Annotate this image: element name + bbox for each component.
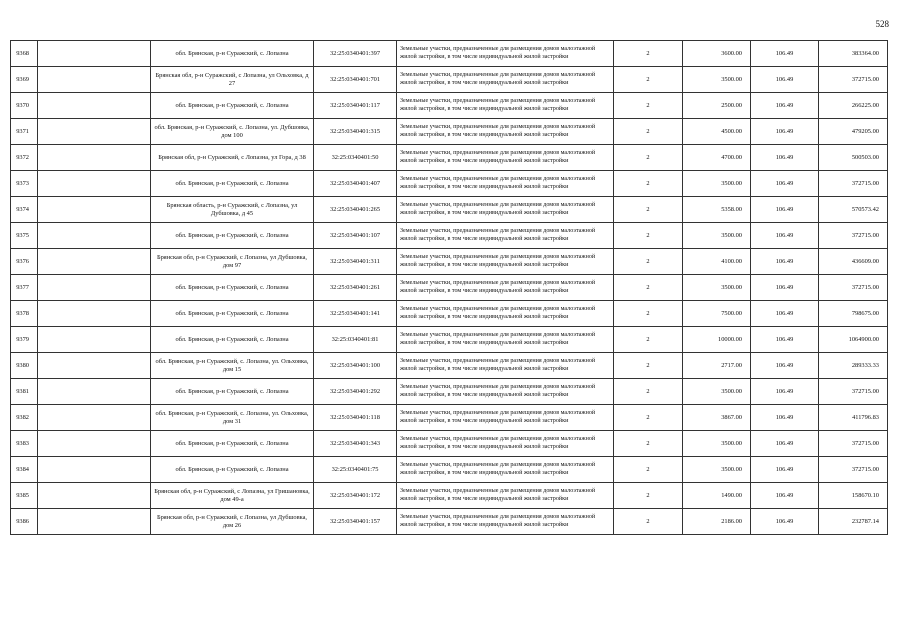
area-cell: 10000.00 xyxy=(683,327,751,353)
cadastral-number-cell: 32:25:0340401:118 xyxy=(314,405,397,431)
address-cell: Брянская область, р-н Суражский, с Лопазна, ул Дубшовка, д 45 xyxy=(151,197,314,223)
table-row xyxy=(11,405,888,431)
group-number-cell: 2 xyxy=(614,223,683,249)
specific-value-cell: 106.49 xyxy=(751,405,819,431)
land-use-purpose-cell: Земельные участки, предназначенные для размещения домов малоэтажной жилой застройки, в том числе индивидуальной жилой застройки xyxy=(397,197,614,223)
land-registry-table xyxy=(10,40,888,535)
table-row xyxy=(11,67,888,93)
group-number-cell: 2 xyxy=(614,67,683,93)
cadastral-number-cell: 32:25:0340401:117 xyxy=(314,93,397,119)
land-use-purpose-cell: Земельные участки, предназначенные для размещения домов малоэтажной жилой застройки, в том числе индивидуальной жилой застройки xyxy=(397,509,614,535)
row-number-cell: 9378 xyxy=(11,301,38,327)
row-number-cell: 9370 xyxy=(11,93,38,119)
spacer-cell xyxy=(38,353,151,379)
address-cell: Брянская обл, р-н Суражский, с Лопазна, ул Дубшовка, дом 97 xyxy=(151,249,314,275)
group-number-cell: 2 xyxy=(614,93,683,119)
table-row xyxy=(11,379,888,405)
land-use-purpose-cell: Земельные участки, предназначенные для размещения домов малоэтажной жилой застройки, в том числе индивидуальной жилой застройки xyxy=(397,223,614,249)
spacer-cell xyxy=(38,67,151,93)
cadastral-number-cell: 32:25:0340401:157 xyxy=(314,509,397,535)
cadastral-number-cell: 32:25:0340401:172 xyxy=(314,483,397,509)
cadastral-value-cell: 266225.00 xyxy=(819,93,888,119)
specific-value-cell: 106.49 xyxy=(751,327,819,353)
row-number-cell: 9374 xyxy=(11,197,38,223)
specific-value-cell: 106.49 xyxy=(751,379,819,405)
cadastral-number-cell: 32:25:0340401:343 xyxy=(314,431,397,457)
row-number-cell: 9385 xyxy=(11,483,38,509)
land-use-purpose-cell: Земельные участки, предназначенные для размещения домов малоэтажной жилой застройки, в том числе индивидуальной жилой застройки xyxy=(397,41,614,67)
land-use-purpose-cell: Земельные участки, предназначенные для размещения домов малоэтажной жилой застройки, в том числе индивидуальной жилой застройки xyxy=(397,301,614,327)
land-use-purpose-cell: Земельные участки, предназначенные для размещения домов малоэтажной жилой застройки, в том числе индивидуальной жилой застройки xyxy=(397,353,614,379)
cadastral-value-cell: 798675.00 xyxy=(819,301,888,327)
specific-value-cell: 106.49 xyxy=(751,145,819,171)
cadastral-value-cell: 372715.00 xyxy=(819,431,888,457)
row-number-cell: 9371 xyxy=(11,119,38,145)
address-cell: Брянская обл, р-н Суражский, с Лопазна, ул Дубшовка, дом 26 xyxy=(151,509,314,535)
group-number-cell: 2 xyxy=(614,301,683,327)
area-cell: 4100.00 xyxy=(683,249,751,275)
group-number-cell: 2 xyxy=(614,249,683,275)
area-cell: 4700.00 xyxy=(683,145,751,171)
area-cell: 7500.00 xyxy=(683,301,751,327)
group-number-cell: 2 xyxy=(614,431,683,457)
specific-value-cell: 106.49 xyxy=(751,93,819,119)
row-number-cell: 9379 xyxy=(11,327,38,353)
cadastral-number-cell: 32:25:0340401:315 xyxy=(314,119,397,145)
spacer-cell xyxy=(38,301,151,327)
address-cell: обл. Брянская, р-н Суражский, с. Лопазна xyxy=(151,327,314,353)
address-cell: обл. Брянская, р-н Суражский, с. Лопазна xyxy=(151,431,314,457)
spacer-cell xyxy=(38,223,151,249)
address-cell: обл. Брянская, р-н Суражский, с. Лопазна, ул. Ольховка, дом 15 xyxy=(151,353,314,379)
specific-value-cell: 106.49 xyxy=(751,431,819,457)
spacer-cell xyxy=(38,327,151,353)
table-row xyxy=(11,119,888,145)
land-use-purpose-cell: Земельные участки, предназначенные для размещения домов малоэтажной жилой застройки, в том числе индивидуальной жилой застройки xyxy=(397,249,614,275)
group-number-cell: 2 xyxy=(614,41,683,67)
land-use-purpose-cell: Земельные участки, предназначенные для размещения домов малоэтажной жилой застройки, в том числе индивидуальной жилой застройки xyxy=(397,431,614,457)
table-row xyxy=(11,197,888,223)
land-use-purpose-cell: Земельные участки, предназначенные для размещения домов малоэтажной жилой застройки, в том числе индивидуальной жилой застройки xyxy=(397,483,614,509)
cadastral-value-cell: 372715.00 xyxy=(819,223,888,249)
row-number-cell: 9376 xyxy=(11,249,38,275)
group-number-cell: 2 xyxy=(614,171,683,197)
specific-value-cell: 106.49 xyxy=(751,223,819,249)
row-number-cell: 9377 xyxy=(11,275,38,301)
address-cell: обл. Брянская, р-н Суражский, с. Лопазна xyxy=(151,223,314,249)
area-cell: 3500.00 xyxy=(683,457,751,483)
group-number-cell: 2 xyxy=(614,145,683,171)
area-cell: 3867.00 xyxy=(683,405,751,431)
address-cell: обл. Брянская, р-н Суражский, с. Лопазна, ул. Ольховка, дом 31 xyxy=(151,405,314,431)
land-use-purpose-cell: Земельные участки, предназначенные для размещения домов малоэтажной жилой застройки, в том числе индивидуальной жилой застройки xyxy=(397,405,614,431)
cadastral-value-cell: 383364.00 xyxy=(819,41,888,67)
area-cell: 4500.00 xyxy=(683,119,751,145)
area-cell: 2186.00 xyxy=(683,509,751,535)
table-row xyxy=(11,145,888,171)
cadastral-number-cell: 32:25:0340401:407 xyxy=(314,171,397,197)
cadastral-number-cell: 32:25:0340401:100 xyxy=(314,353,397,379)
group-number-cell: 2 xyxy=(614,509,683,535)
area-cell: 3500.00 xyxy=(683,379,751,405)
spacer-cell xyxy=(38,275,151,301)
address-cell: обл. Брянская, р-н Суражский, с. Лопазна xyxy=(151,457,314,483)
address-cell: обл. Брянская, р-н Суражский, с. Лопазна xyxy=(151,93,314,119)
area-cell: 3500.00 xyxy=(683,171,751,197)
spacer-cell xyxy=(38,379,151,405)
spacer-cell xyxy=(38,405,151,431)
cadastral-value-cell: 372715.00 xyxy=(819,457,888,483)
area-cell: 5358.00 xyxy=(683,197,751,223)
specific-value-cell: 106.49 xyxy=(751,67,819,93)
row-number-cell: 9381 xyxy=(11,379,38,405)
page-number: 528 xyxy=(875,19,889,29)
address-cell: обл. Брянская, р-н Суражский, с. Лопазна xyxy=(151,275,314,301)
table-row xyxy=(11,171,888,197)
row-number-cell: 9382 xyxy=(11,405,38,431)
specific-value-cell: 106.49 xyxy=(751,457,819,483)
cadastral-value-cell: 500503.00 xyxy=(819,145,888,171)
area-cell: 2500.00 xyxy=(683,93,751,119)
area-cell: 3500.00 xyxy=(683,67,751,93)
address-cell: обл. Брянская, р-н Суражский, с. Лопазна xyxy=(151,379,314,405)
spacer-cell xyxy=(38,431,151,457)
address-cell: обл. Брянская, р-н Суражский, с. Лопазна, ул. Дубшовка, дом 100 xyxy=(151,119,314,145)
table-row xyxy=(11,41,888,67)
specific-value-cell: 106.49 xyxy=(751,275,819,301)
cadastral-number-cell: 32:25:0340401:292 xyxy=(314,379,397,405)
row-number-cell: 9369 xyxy=(11,67,38,93)
table-row xyxy=(11,249,888,275)
group-number-cell: 2 xyxy=(614,483,683,509)
specific-value-cell: 106.49 xyxy=(751,119,819,145)
land-use-purpose-cell: Земельные участки, предназначенные для размещения домов малоэтажной жилой застройки, в том числе индивидуальной жилой застройки xyxy=(397,327,614,353)
table-row xyxy=(11,509,888,535)
cadastral-number-cell: 32:25:0340401:265 xyxy=(314,197,397,223)
group-number-cell: 2 xyxy=(614,379,683,405)
row-number-cell: 9368 xyxy=(11,41,38,67)
table-row xyxy=(11,431,888,457)
land-use-purpose-cell: Земельные участки, предназначенные для размещения домов малоэтажной жилой застройки, в том числе индивидуальной жилой застройки xyxy=(397,457,614,483)
cadastral-value-cell: 158670.10 xyxy=(819,483,888,509)
group-number-cell: 2 xyxy=(614,405,683,431)
cadastral-number-cell: 32:25:0340401:311 xyxy=(314,249,397,275)
address-cell: обл. Брянская, р-н Суражский, с. Лопазна xyxy=(151,171,314,197)
address-cell: обл. Брянская, р-н Суражский, с. Лопазна xyxy=(151,41,314,67)
cadastral-value-cell: 372715.00 xyxy=(819,67,888,93)
row-number-cell: 9375 xyxy=(11,223,38,249)
spacer-cell xyxy=(38,119,151,145)
cadastral-value-cell: 372715.00 xyxy=(819,379,888,405)
area-cell: 2717.00 xyxy=(683,353,751,379)
spacer-cell xyxy=(38,483,151,509)
group-number-cell: 2 xyxy=(614,353,683,379)
cadastral-value-cell: 570573.42 xyxy=(819,197,888,223)
specific-value-cell: 106.49 xyxy=(751,353,819,379)
cadastral-number-cell: 32:25:0340401:397 xyxy=(314,41,397,67)
row-number-cell: 9384 xyxy=(11,457,38,483)
spacer-cell xyxy=(38,197,151,223)
group-number-cell: 2 xyxy=(614,275,683,301)
address-cell: Брянская обл, р-н Суражский, с Лопазна, ул Гришановка, дом 49-а xyxy=(151,483,314,509)
address-cell: Брянская обл, р-н Суражский, с Лопазна, ул Гора, д 38 xyxy=(151,145,314,171)
land-use-purpose-cell: Земельные участки, предназначенные для размещения домов малоэтажной жилой застройки, в том числе индивидуальной жилой застройки xyxy=(397,275,614,301)
spacer-cell xyxy=(38,509,151,535)
land-use-purpose-cell: Земельные участки, предназначенные для размещения домов малоэтажной жилой застройки, в том числе индивидуальной жилой застройки xyxy=(397,119,614,145)
spacer-cell xyxy=(38,93,151,119)
land-use-purpose-cell: Земельные участки, предназначенные для размещения домов малоэтажной жилой застройки, в том числе индивидуальной жилой застройки xyxy=(397,67,614,93)
table-row xyxy=(11,223,888,249)
table-row xyxy=(11,93,888,119)
area-cell: 1490.00 xyxy=(683,483,751,509)
cadastral-value-cell: 289333.33 xyxy=(819,353,888,379)
specific-value-cell: 106.49 xyxy=(751,41,819,67)
cadastral-number-cell: 32:25:0340401:81 xyxy=(314,327,397,353)
address-cell: Брянская обл, р-н Суражский, с Лопазна, ул Ольховка, д 27 xyxy=(151,67,314,93)
row-number-cell: 9380 xyxy=(11,353,38,379)
spacer-cell xyxy=(38,145,151,171)
spacer-cell xyxy=(38,171,151,197)
area-cell: 3600.00 xyxy=(683,41,751,67)
area-cell: 3500.00 xyxy=(683,275,751,301)
specific-value-cell: 106.49 xyxy=(751,301,819,327)
area-cell: 3500.00 xyxy=(683,431,751,457)
table-row xyxy=(11,327,888,353)
row-number-cell: 9386 xyxy=(11,509,38,535)
row-number-cell: 9372 xyxy=(11,145,38,171)
table-row xyxy=(11,483,888,509)
land-use-purpose-cell: Земельные участки, предназначенные для размещения домов малоэтажной жилой застройки, в том числе индивидуальной жилой застройки xyxy=(397,93,614,119)
specific-value-cell: 106.49 xyxy=(751,171,819,197)
cadastral-value-cell: 479205.00 xyxy=(819,119,888,145)
cadastral-number-cell: 32:25:0340401:261 xyxy=(314,275,397,301)
cadastral-value-cell: 232787.14 xyxy=(819,509,888,535)
spacer-cell xyxy=(38,41,151,67)
cadastral-value-cell: 411796.83 xyxy=(819,405,888,431)
cadastral-value-cell: 436609.00 xyxy=(819,249,888,275)
table-row xyxy=(11,457,888,483)
cadastral-number-cell: 32:25:0340401:50 xyxy=(314,145,397,171)
group-number-cell: 2 xyxy=(614,197,683,223)
land-use-purpose-cell: Земельные участки, предназначенные для размещения домов малоэтажной жилой застройки, в том числе индивидуальной жилой застройки xyxy=(397,379,614,405)
table-body xyxy=(11,41,888,535)
row-number-cell: 9373 xyxy=(11,171,38,197)
group-number-cell: 2 xyxy=(614,457,683,483)
specific-value-cell: 106.49 xyxy=(751,249,819,275)
spacer-cell xyxy=(38,457,151,483)
land-use-purpose-cell: Земельные участки, предназначенные для размещения домов малоэтажной жилой застройки, в том числе индивидуальной жилой застройки xyxy=(397,145,614,171)
table-row xyxy=(11,275,888,301)
cadastral-number-cell: 32:25:0340401:107 xyxy=(314,223,397,249)
area-cell: 3500.00 xyxy=(683,223,751,249)
group-number-cell: 2 xyxy=(614,327,683,353)
cadastral-number-cell: 32:25:0340401:701 xyxy=(314,67,397,93)
specific-value-cell: 106.49 xyxy=(751,483,819,509)
cadastral-value-cell: 372715.00 xyxy=(819,171,888,197)
cadastral-number-cell: 32:25:0340401:75 xyxy=(314,457,397,483)
cadastral-value-cell: 372715.00 xyxy=(819,275,888,301)
cadastral-value-cell: 1064900.00 xyxy=(819,327,888,353)
land-use-purpose-cell: Земельные участки, предназначенные для размещения домов малоэтажной жилой застройки, в том числе индивидуальной жилой застройки xyxy=(397,171,614,197)
specific-value-cell: 106.49 xyxy=(751,509,819,535)
address-cell: обл. Брянская, р-н Суражский, с. Лопазна xyxy=(151,301,314,327)
table-row xyxy=(11,301,888,327)
group-number-cell: 2 xyxy=(614,119,683,145)
cadastral-number-cell: 32:25:0340401:141 xyxy=(314,301,397,327)
table-row xyxy=(11,353,888,379)
spacer-cell xyxy=(38,249,151,275)
row-number-cell: 9383 xyxy=(11,431,38,457)
specific-value-cell: 106.49 xyxy=(751,197,819,223)
